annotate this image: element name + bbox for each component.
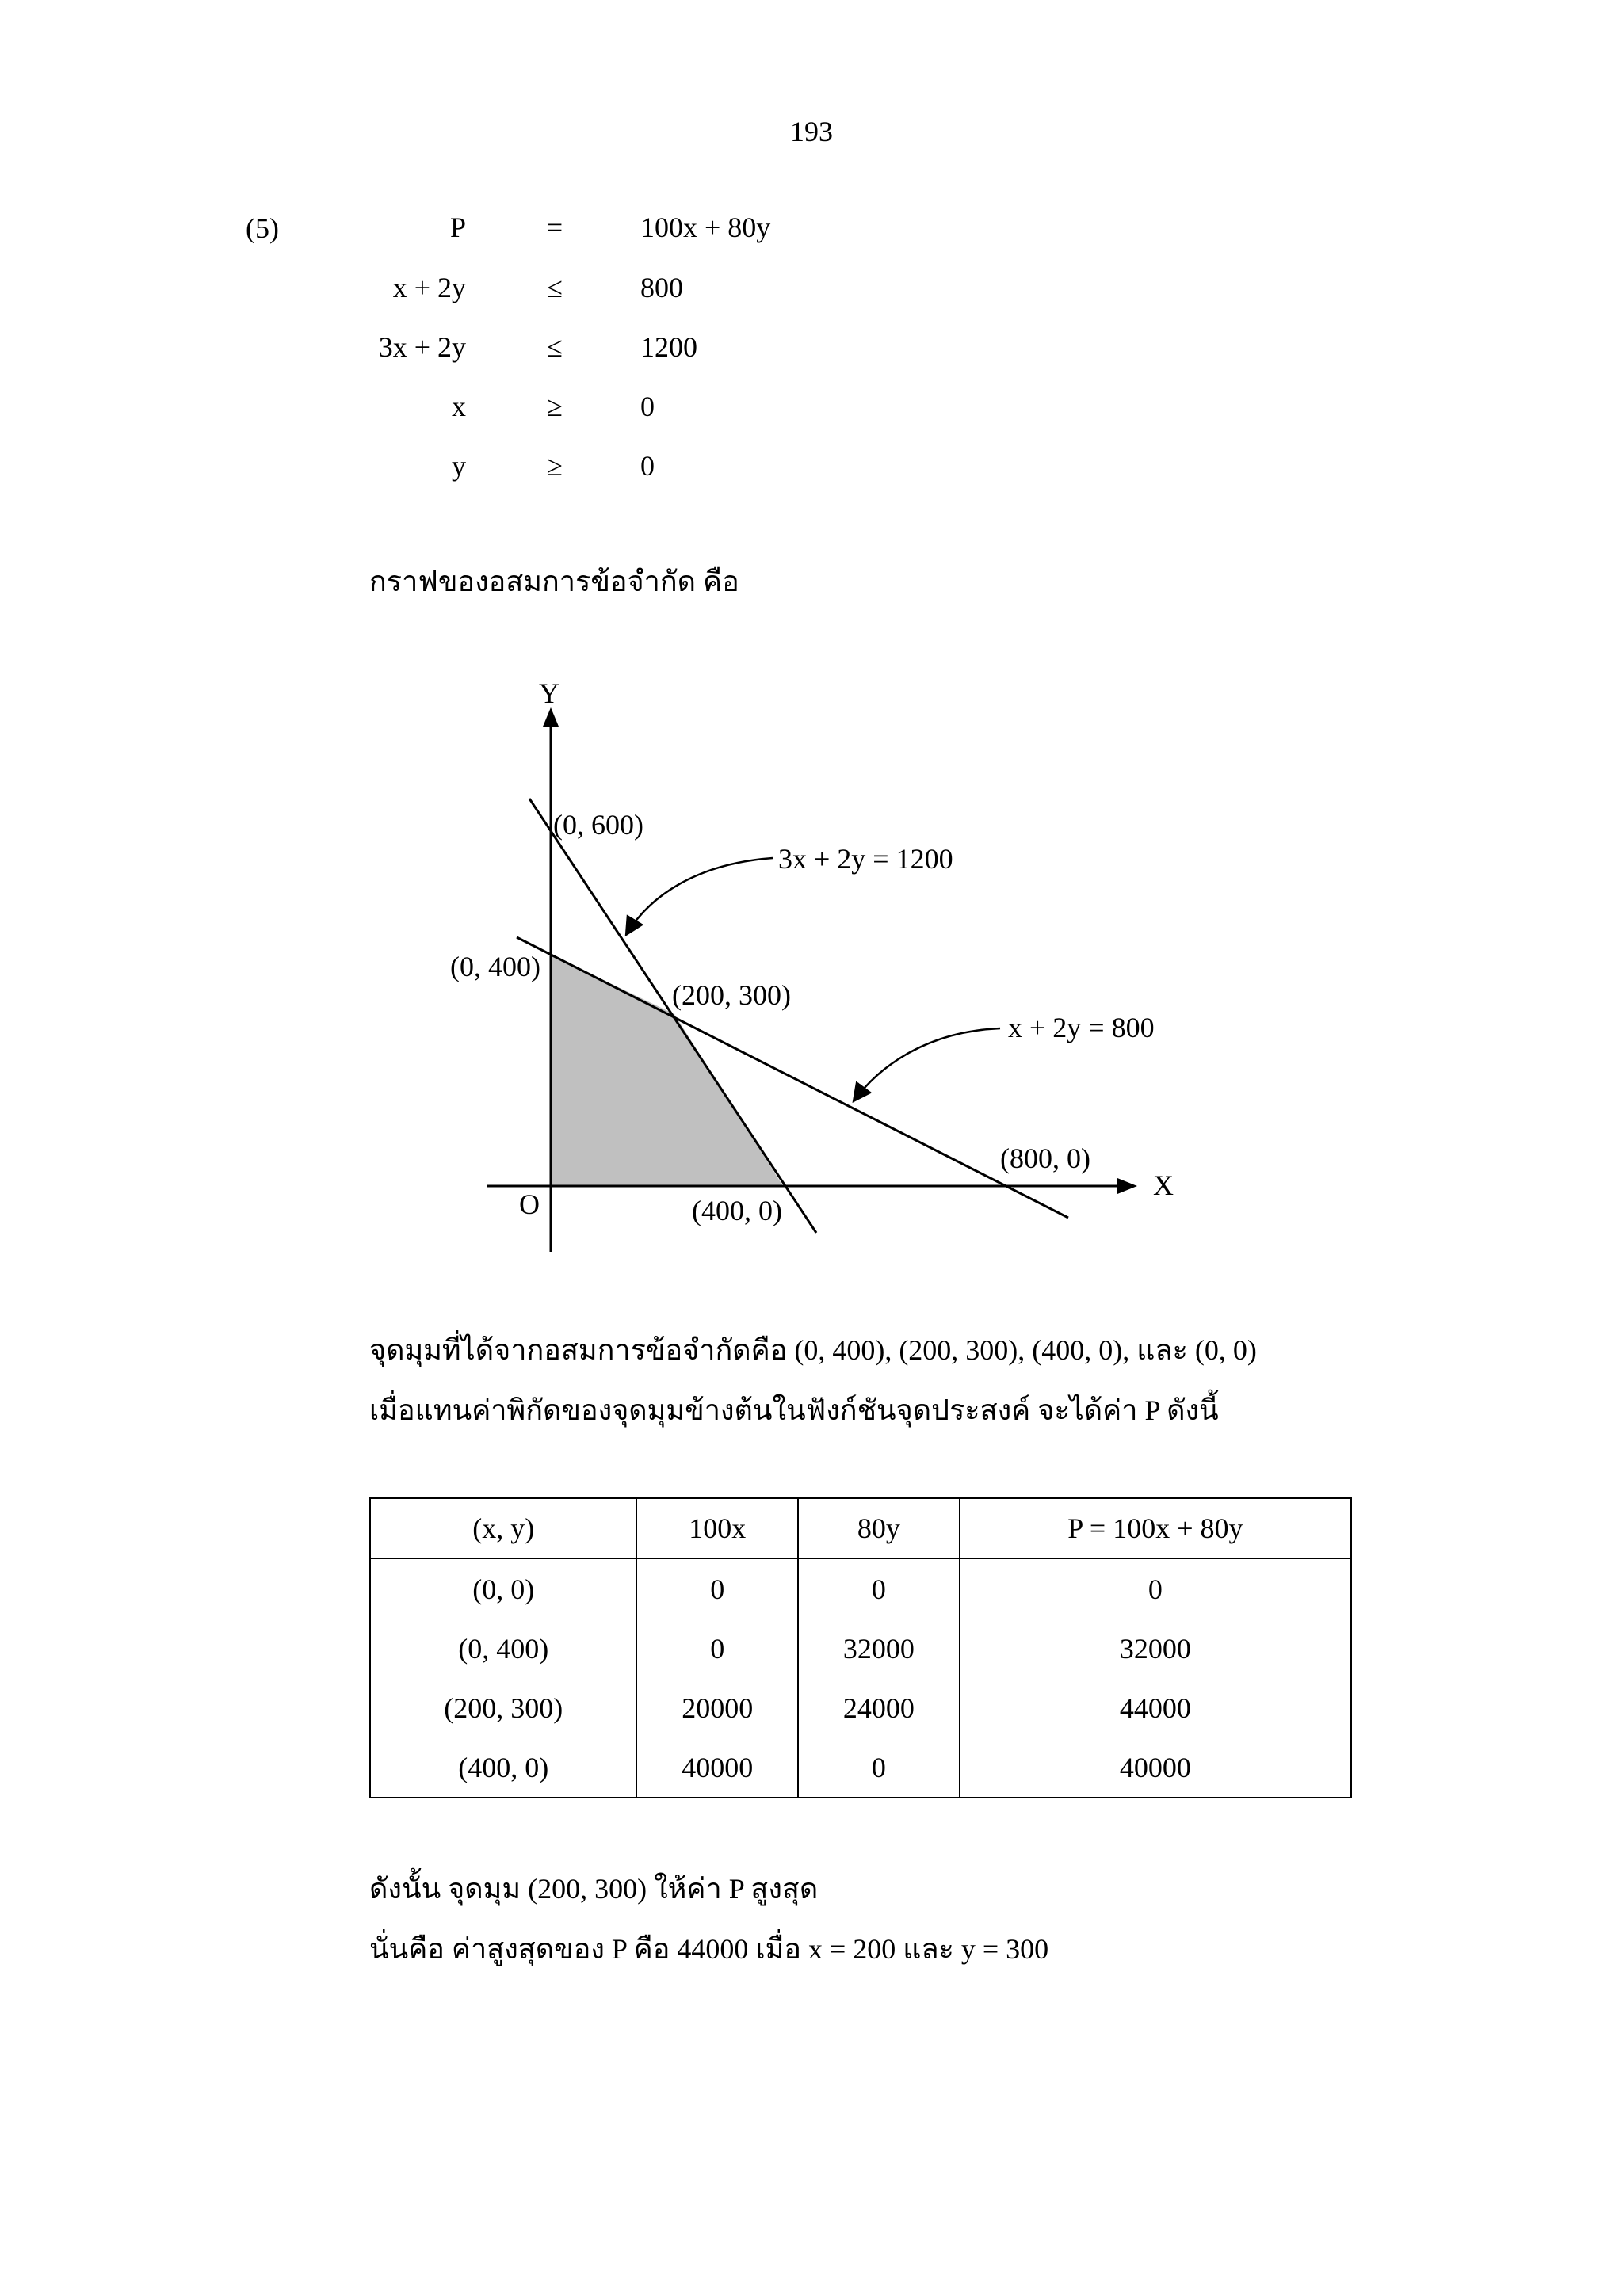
table-cell: (0, 0) — [370, 1558, 636, 1619]
table-header-cell: (x, y) — [370, 1498, 636, 1558]
x-axis-label: X — [1153, 1169, 1174, 1201]
table-row — [370, 1737, 1351, 1798]
equation-operator: ≤ — [547, 331, 563, 363]
table-cell: (400, 0) — [370, 1737, 636, 1798]
table-cell: 40000 — [960, 1737, 1351, 1798]
table-cell: 0 — [636, 1558, 798, 1619]
conclusion-line-2: นั่นคือ ค่าสูงสุดของ P คือ 44000 เมื่อ x = 200 และ y = 300 — [369, 1933, 1049, 1965]
table-cell: 0 — [798, 1737, 960, 1798]
equation-lhs: 3x + 2y — [378, 331, 466, 363]
table-header-row — [370, 1498, 1351, 1558]
pointer-arrow-x-2y — [854, 1028, 1000, 1101]
equation-operator: = — [546, 212, 563, 243]
table-cell: 24000 — [798, 1678, 960, 1737]
equation-rhs: 800 — [640, 272, 683, 303]
conclusion-line-1: ดังนั้น จุดมุม (200, 300) ให้ค่า P สูงสุด — [369, 1873, 819, 1905]
table-row — [370, 1678, 1351, 1737]
equation-lhs: P — [449, 212, 466, 243]
table-header-cell: P = 100x + 80y — [960, 1498, 1351, 1558]
table-cell: 32000 — [798, 1619, 960, 1678]
point-label-400-0: (400, 0) — [692, 1195, 782, 1226]
problem-label: (5) — [246, 212, 279, 244]
y-axis-arrowhead — [543, 707, 559, 727]
substitution-text: เมื่อแทนค่าพิกัดของจุดมุมข้างต้นในฟังก์ชันจุดประสงค์ จะได้ค่า P ดังนี้ — [369, 1394, 1219, 1426]
y-axis-label: Y — [539, 677, 559, 709]
table-cell: 0 — [636, 1619, 798, 1678]
table-row — [370, 1558, 1351, 1619]
equation-rhs: 0 — [640, 450, 655, 482]
table-cell: (200, 300) — [370, 1678, 636, 1737]
equation-operator: ≥ — [547, 391, 563, 422]
equation-lhs: x — [452, 391, 466, 422]
pointer-arrow-3x-2y — [626, 858, 773, 935]
equation-rhs: 1200 — [640, 331, 697, 363]
equation-lhs: y — [452, 450, 466, 482]
equation-rhs: 0 — [640, 391, 655, 422]
x-axis-arrowhead — [1117, 1178, 1137, 1194]
equation-operator: ≥ — [547, 450, 563, 482]
table-header-cell: 100x — [636, 1498, 798, 1558]
table-cell: 0 — [960, 1558, 1351, 1619]
equation-label-x-2y: x + 2y = 800 — [1008, 1012, 1155, 1043]
equation-operator: ≤ — [547, 272, 563, 303]
equation-label-3x-2y: 3x + 2y = 1200 — [778, 843, 953, 875]
point-label-200-300: (200, 300) — [672, 979, 791, 1011]
table-cell: 32000 — [960, 1619, 1351, 1678]
equation-rhs: 100x + 80y — [640, 212, 771, 243]
table-header-cell: 80y — [798, 1498, 960, 1558]
table-cell: (0, 400) — [370, 1619, 636, 1678]
table-cell: 20000 — [636, 1678, 798, 1737]
table-cell: 0 — [798, 1558, 960, 1619]
table-cell: 40000 — [636, 1737, 798, 1798]
point-label-0-400: (0, 400) — [450, 951, 540, 982]
corner-points-text: จุดมุมที่ได้จากอสมการข้อจำกัดคือ (0, 400), (200, 300), (400, 0), และ (0, 0) — [369, 1334, 1257, 1366]
point-label-0-600: (0, 600) — [553, 809, 643, 841]
equation-lhs: x + 2y — [392, 272, 466, 303]
origin-label: O — [519, 1188, 540, 1220]
results-table — [369, 1497, 1352, 1798]
table-row — [370, 1619, 1351, 1678]
page-number: 193 — [790, 116, 833, 147]
point-label-800-0: (800, 0) — [1000, 1142, 1090, 1174]
table-cell: 44000 — [960, 1678, 1351, 1737]
graph-intro-text: กราฟของอสมการข้อจำกัด คือ — [369, 566, 739, 597]
